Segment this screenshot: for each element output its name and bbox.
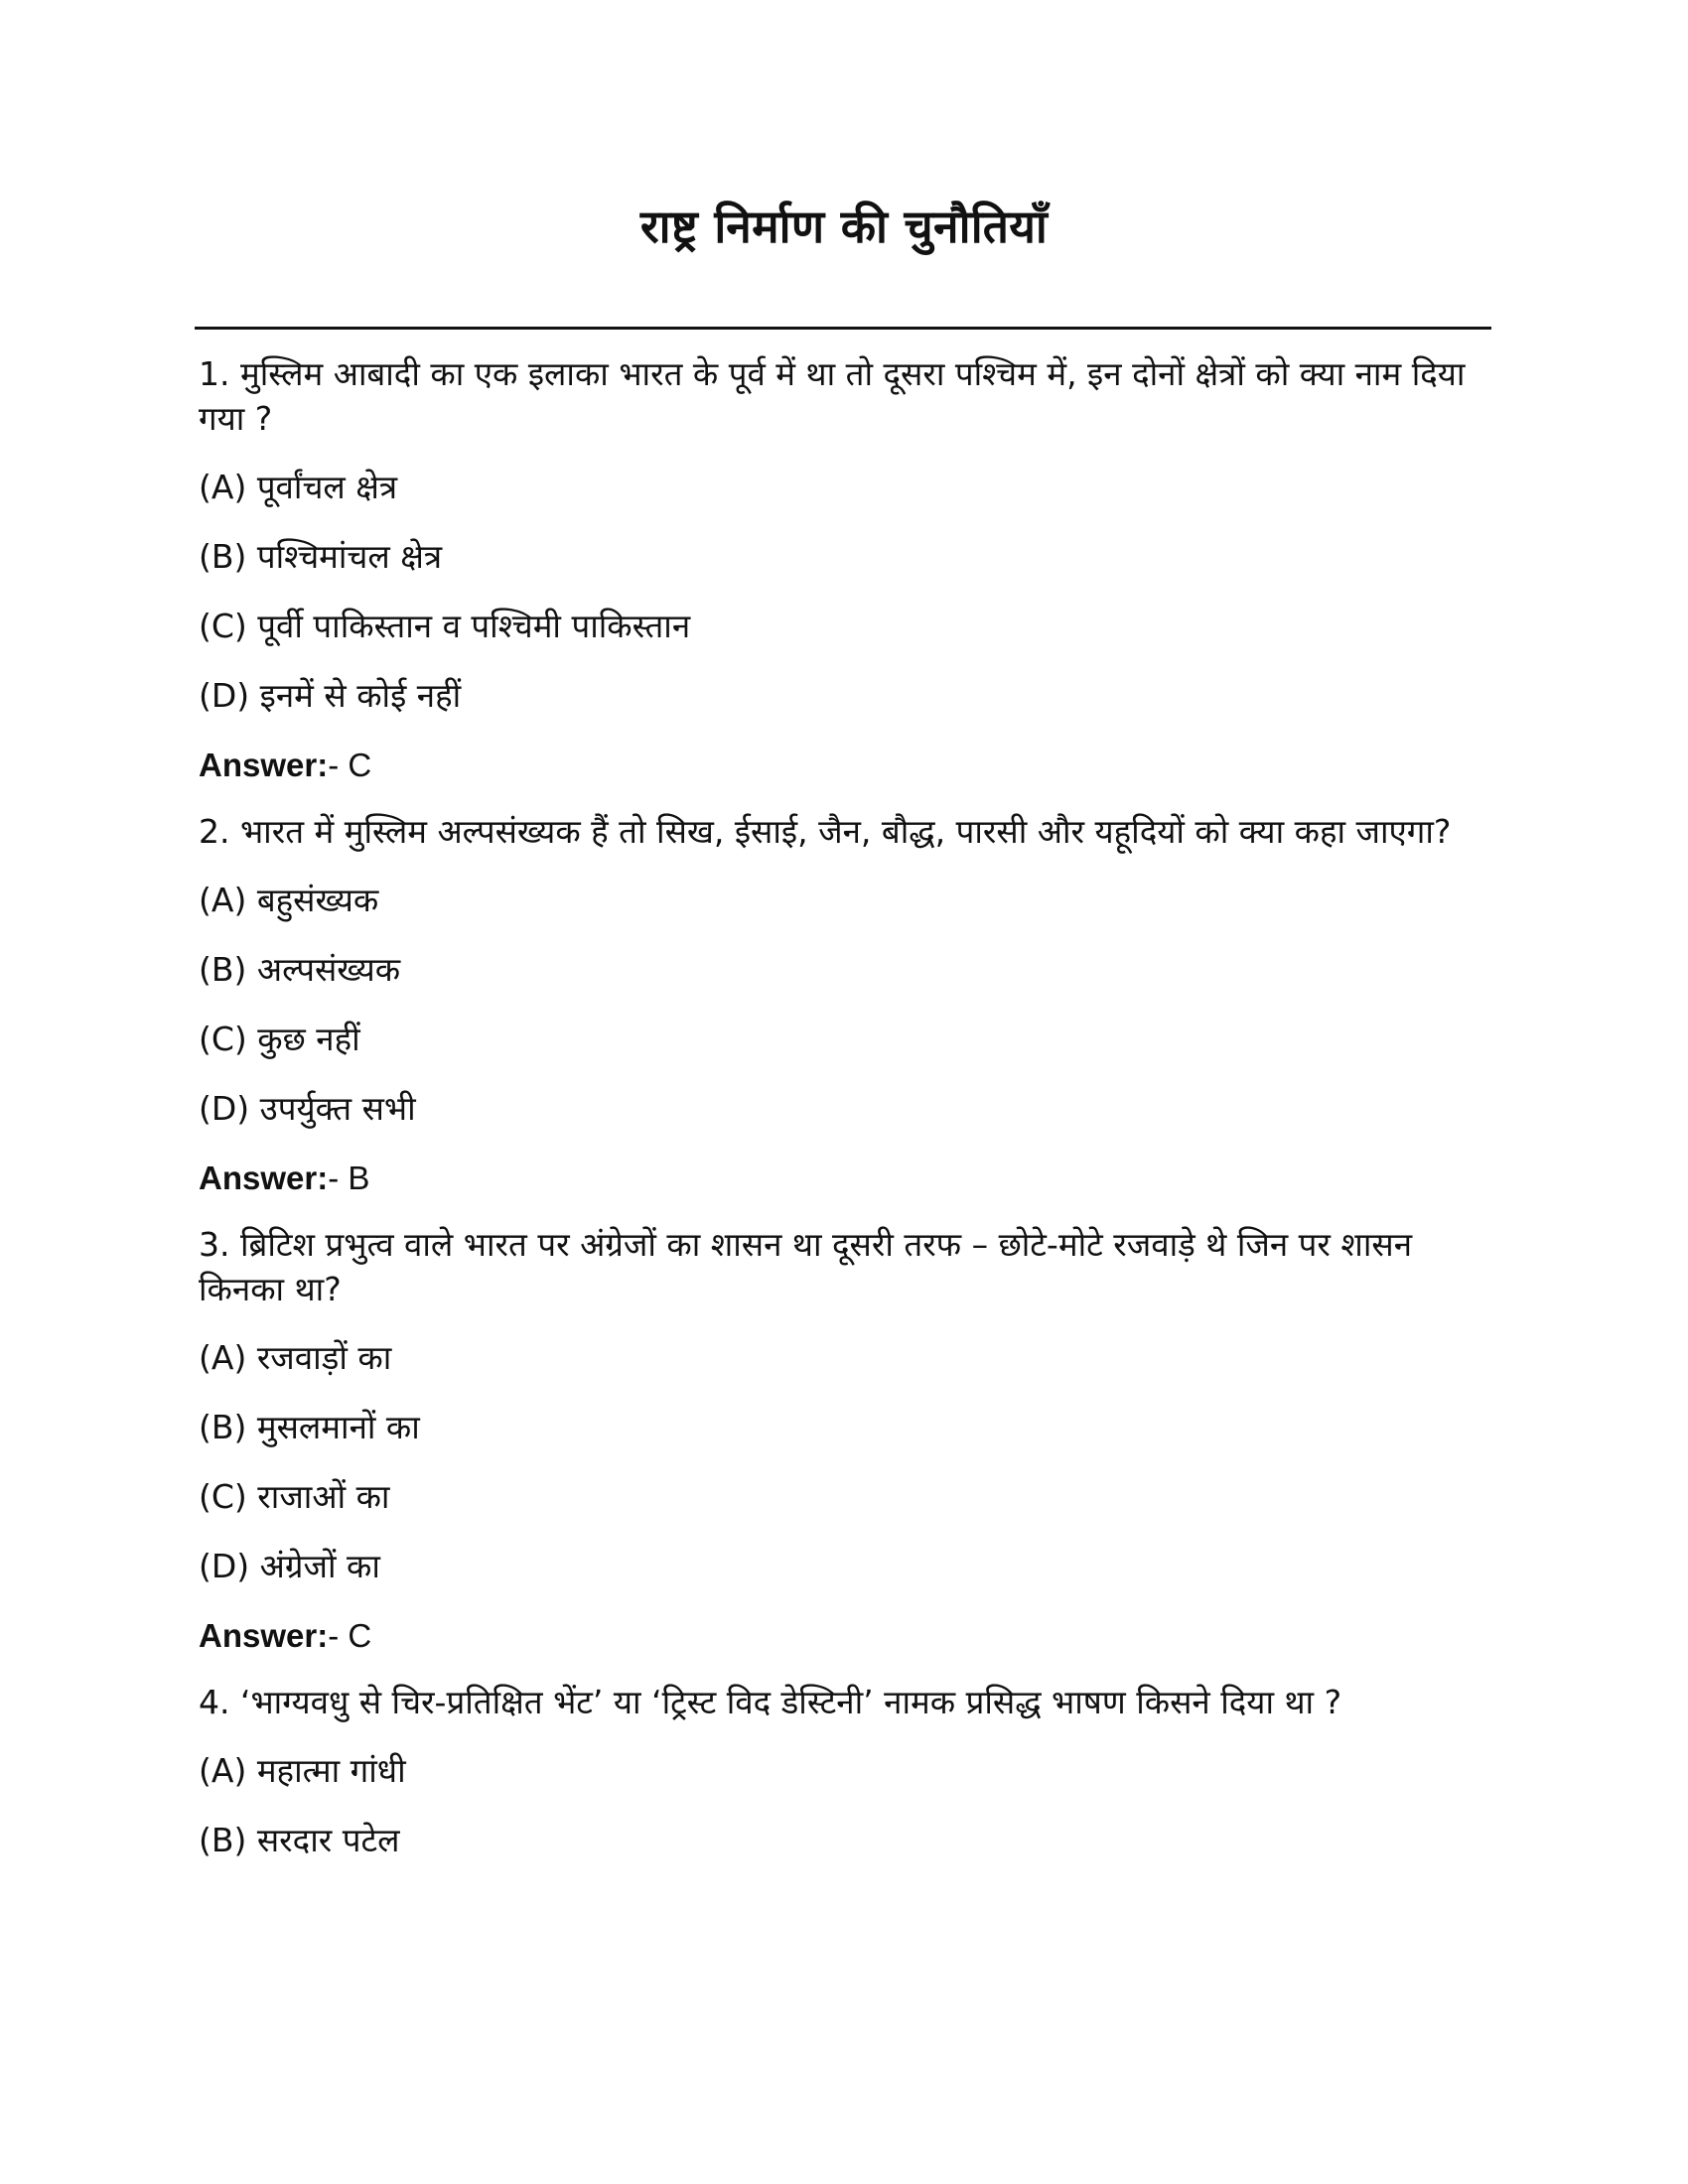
option-b: (B) सरदार पटेल	[199, 1821, 400, 1859]
option-c: (C) पूर्वी पाकिस्तान व पश्चिमी पाकिस्तान	[199, 607, 691, 645]
question-block	[199, 351, 1499, 788]
question-text: 1. मुस्लिम आबादी का एक इलाका भारत के पूर्व में था तो दूसरा पश्चिम में, इन दोनों क्षेत्रों को क्या नाम दिया गया ?	[199, 354, 1466, 438]
option-d: (D) उपर्युक्त सभी	[199, 1089, 416, 1128]
answer-value: - B	[328, 1160, 370, 1196]
question-block	[199, 809, 1499, 1201]
answer-label: Answer:	[199, 1160, 329, 1196]
option-b: (B) पश्चिमांचल क्षेत्र	[199, 537, 443, 576]
title-divider	[195, 327, 1491, 330]
answer-line	[199, 1613, 1499, 1659]
option-d: (D) अंग्रेजों का	[199, 1547, 380, 1585]
question-list	[199, 351, 1499, 1887]
option-c: (C) राजाओं का	[199, 1477, 390, 1516]
answer-line	[199, 743, 1499, 788]
answer-value: - C	[328, 1617, 372, 1654]
option-b: (B) अल्पसंख्यक	[199, 950, 401, 989]
question-text: 2. भारत में मुस्लिम अल्पसंख्यक हैं तो सिख, ईसाई, जैन, बौद्ध, पारसी और यहूदियों को क्या कहा जाएगा?	[199, 812, 1452, 851]
question-text: 4. ‘भाग्यवधु से चिर-प्रतिक्षित भेंट’ या ‘ट्रिस्ट विद डेस्टिनी’ नामक प्रसिद्ध भाषण किसने दिया था ?	[199, 1683, 1342, 1721]
option-c: (C) कुछ नहीं	[199, 1020, 360, 1058]
option-b: (B) मुसलमानों का	[199, 1408, 420, 1446]
answer-label: Answer:	[199, 747, 329, 783]
option-a: (A) बहुसंख्यक	[199, 881, 379, 919]
page-title: राष्ट्र निर्माण की चुनौतियाँ	[639, 200, 1049, 253]
answer-label: Answer:	[199, 1617, 329, 1654]
option-a: (A) रजवाड़ों का	[199, 1338, 392, 1377]
option-a: (A) पूर्वांचल क्षेत्र	[199, 468, 398, 506]
answer-value: - C	[328, 747, 372, 783]
answer-line	[199, 1156, 1499, 1201]
option-a: (A) महात्मा गांधी	[199, 1751, 406, 1790]
question-block	[199, 1222, 1499, 1659]
question-block	[199, 1680, 1499, 1863]
question-text: 3. ब्रिटिश प्रभुत्व वाले भारत पर अंग्रेजों का शासन था दूसरी तरफ – छोटे-मोटे रजवाड़े थे जिन पर शासन किनका था?	[199, 1225, 1413, 1308]
option-d: (D) इनमें से कोई नहीं	[199, 676, 462, 715]
